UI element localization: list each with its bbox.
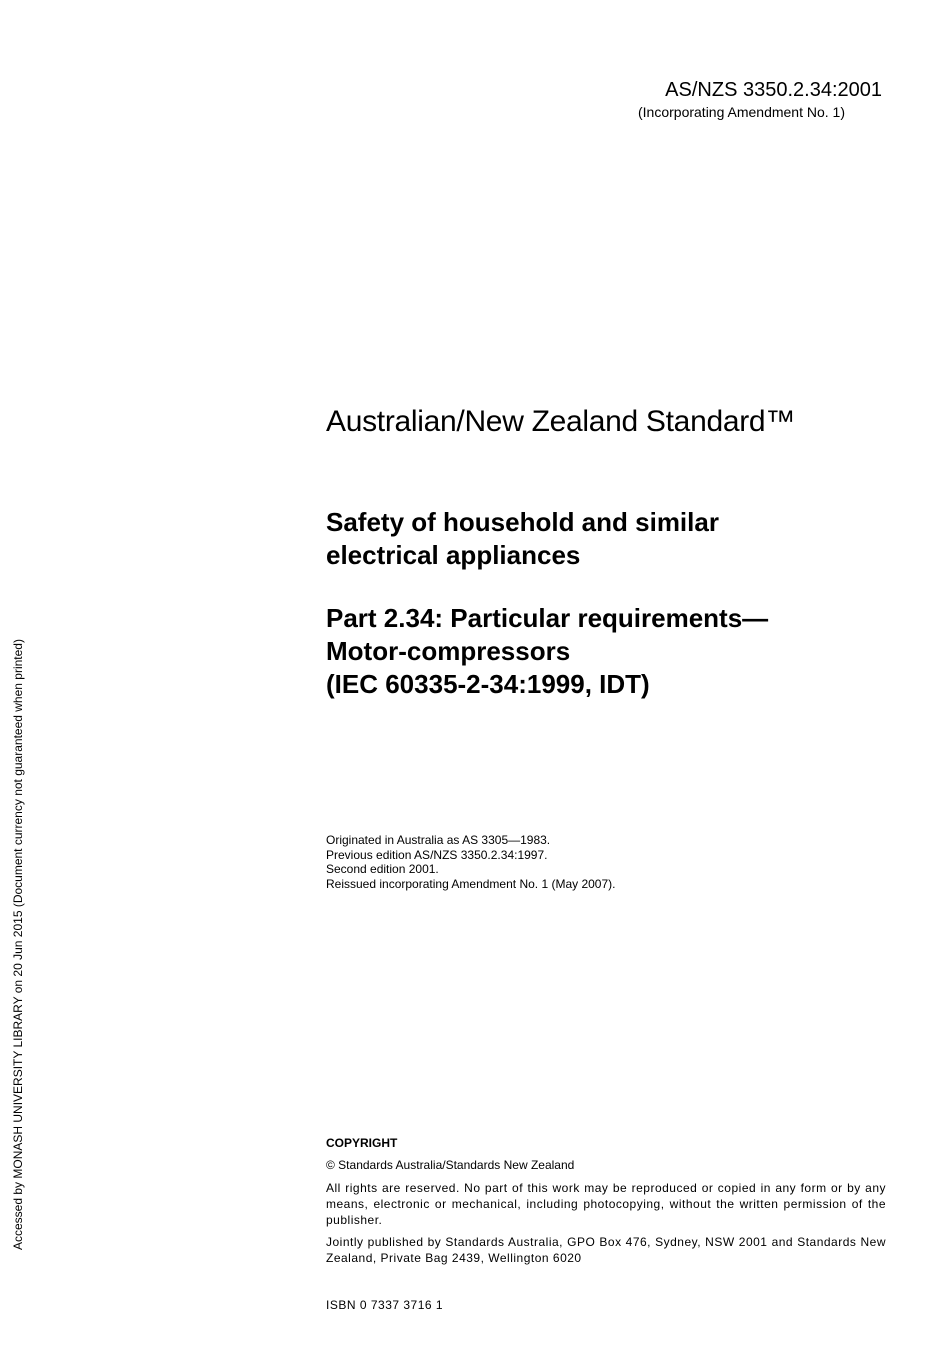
title-line-1: Safety of household and similar — [326, 507, 719, 537]
history-line: Previous edition AS/NZS 3350.2.34:1997. — [326, 847, 548, 862]
document-title — [326, 506, 886, 572]
standard-number: AS/NZS 3350.2.34:2001 — [665, 79, 882, 101]
part-line-1: Part 2.34: Particular requirements— — [326, 603, 769, 633]
amendment-note: (Incorporating Amendment No. 1) — [638, 104, 845, 120]
copyright-block — [326, 1135, 886, 1272]
copyright-owner: © Standards Australia/Standards New Zealand — [326, 1158, 575, 1172]
standard-heading: Australian/New Zealand Standard™ — [326, 405, 795, 438]
history-line: Second edition 2001. — [326, 862, 439, 876]
title-line-2: electrical appliances — [326, 540, 581, 570]
part-title — [326, 602, 886, 701]
publishers-statement: Jointly published by Standards Australia, GPO Box 476, Sydney, NSW 2001 and Standards New Zealand, Private Bag 2439, Wellington 6020 — [326, 1235, 886, 1265]
history-line: Reissued incorporating Amendment No. 1 (May 2007). — [326, 876, 616, 891]
part-line-2: Motor-compressors — [326, 636, 571, 666]
edition-history — [326, 833, 615, 891]
part-line-3: (IEC 60335-2-34:1999, IDT) — [326, 669, 650, 699]
copyright-heading: COPYRIGHT — [326, 1136, 398, 1150]
access-side-note: Accessed by MONASH UNIVERSITY LIBRARY on 20 Jun 2015 (Document currency not guaranteed when printed) — [11, 639, 25, 1250]
history-line: Originated in Australia as AS 3305—1983. — [326, 833, 551, 847]
isbn: ISBN 0 7337 3716 1 — [326, 1298, 444, 1312]
rights-statement: All rights are reserved. No part of this work may be reproduced or copied in any form or by any means, electronic or mechanical, including photocopying, without the written permission of the publisher. — [326, 1181, 886, 1227]
